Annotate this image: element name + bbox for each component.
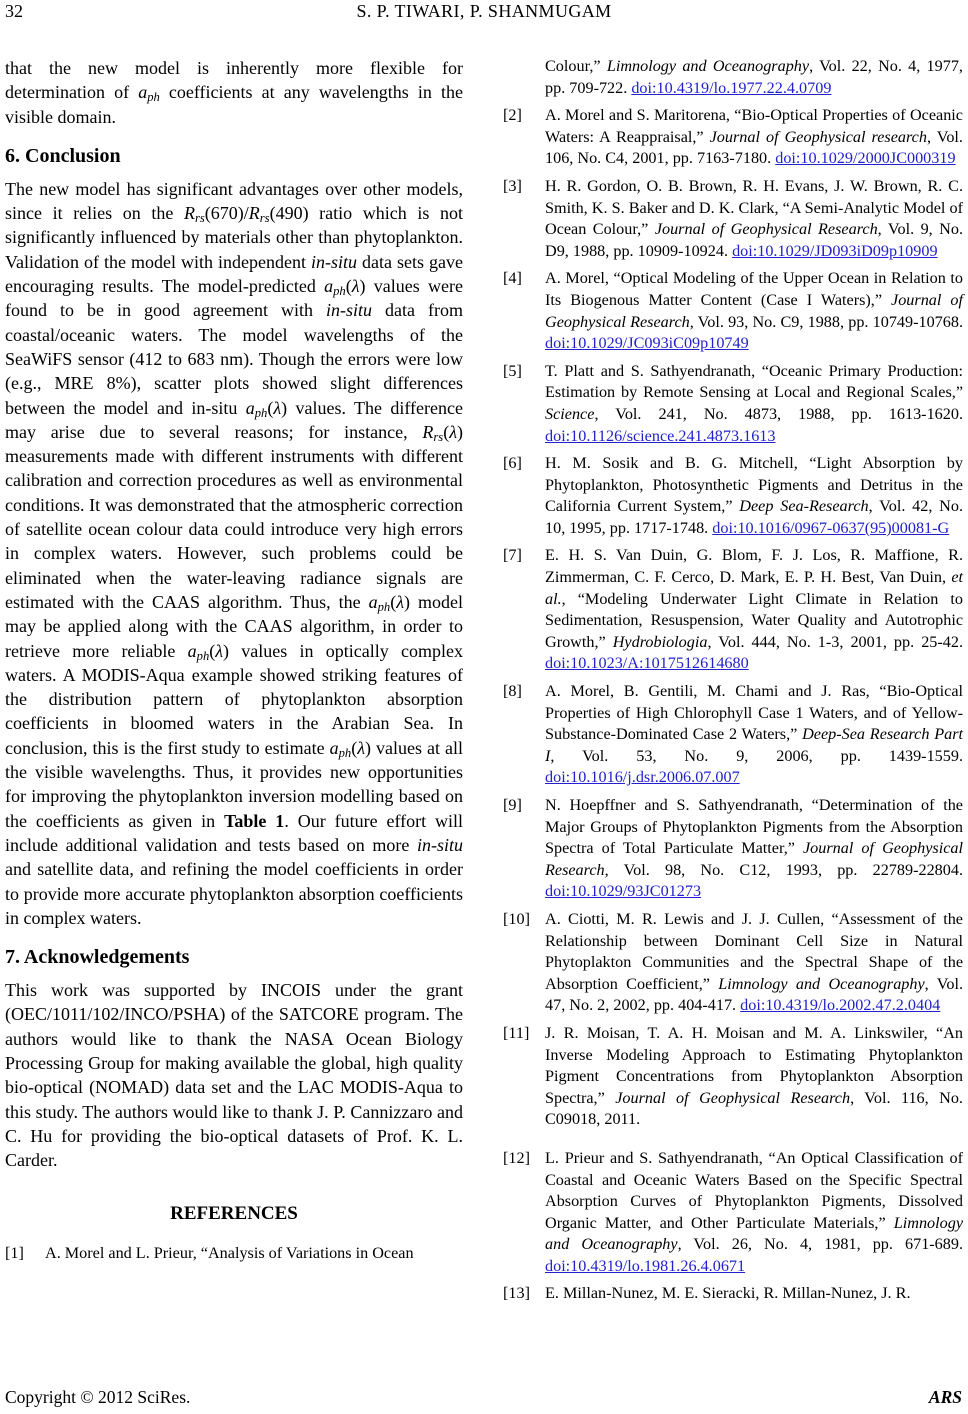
right-column xyxy=(503,56,963,1311)
text-segment: ph xyxy=(196,648,210,663)
text-segment: E. Millan-Nunez, M. E. Sieracki, R. Millan-Nunez, J. R. xyxy=(545,1284,911,1303)
doi-link[interactable]: doi:10.1023/A:1017512614680 xyxy=(545,654,749,673)
text-segment: Journal of Geophysical Research xyxy=(654,220,878,239)
references-heading: REFERENCES xyxy=(170,1203,298,1225)
text-segment: J. R. Moisan, T. A. H. Moisan and M. A. Linkswiler, “An Inverse Modeling Approach to Estimating Phytoplankton Pigment Concentrations from Phytoplankton Absorption Spectra,” xyxy=(545,1023,963,1107)
reference-text xyxy=(545,1024,963,1128)
text-segment: , Vol. 47, No. 2, 2002, pp. 404-417. xyxy=(545,974,963,1015)
text-segment: (670)/ xyxy=(204,203,249,224)
text-segment: L. Prieur and S. Sathyendranath, “An Optical Classification of Coastal and Oceanic Waters Based on the Specific Spectral Absorption Curves of Phytoplankton Pigments, Dissolved Organic Matter, and Other Particulate Materials,” xyxy=(545,1148,963,1232)
reference-text xyxy=(545,362,963,445)
doi-link[interactable]: doi:10.1029/93JC01273 xyxy=(545,882,702,901)
text-segment: ) values in optically complex waters. A MODIS-Aqua example showed striking features of the distribution pattern of phytoplankton absorption coefficients in bloomed waters in the Arabian Sea. In conclusion, this is the first study to estimate xyxy=(5,640,463,758)
text-segment: ) values at all the visible wavelengths. Thus, it provides new opportunities for improving the phytoplankton inversion modelling based on the coefficients as given in xyxy=(5,737,463,831)
reference-item xyxy=(503,105,963,170)
reference-item xyxy=(503,1283,963,1305)
reference-text xyxy=(545,269,963,352)
copyright-text: Copyright © 2012 SciRes. xyxy=(5,1387,191,1407)
text-segment: in-situ xyxy=(416,834,463,855)
text-segment: ) values were found to be in good agreement with xyxy=(5,276,463,321)
text-segment: , Vol. 93, No. C9, 1988, pp. 10749-10768. xyxy=(689,312,964,331)
text-segment: A. Morel, “Optical Modeling of the Upper Ocean in Relation to Its Biogenous Matter Content (Case I Waters),” xyxy=(545,269,963,309)
text-segment: The new model has significant advantages over other models, since it relies on the xyxy=(5,178,463,224)
text-segment: Limnology and Oceanography xyxy=(606,57,810,75)
text-segment: a xyxy=(324,276,334,297)
text-segment: λ xyxy=(357,737,365,758)
text-segment: ph xyxy=(333,284,346,299)
text-segment: , Vol. 9, No. D9, 1988, pp. 10909-10924. xyxy=(545,220,964,260)
text-segment: rs xyxy=(194,211,205,226)
text-segment: ( xyxy=(351,737,358,758)
text-segment: in-situ xyxy=(326,300,373,321)
text-segment: ) values. The difference may arise due to several reasons; for instance, xyxy=(5,397,463,442)
text-segment: , Vol. 241, No. 4873, 1988, pp. 1613-1620. xyxy=(594,404,963,423)
text-segment: a xyxy=(138,82,148,103)
text-segment: , Vol. 106, No. C4, 2001, pp. 7163-7180. xyxy=(545,127,963,168)
reference-label: [3] xyxy=(503,176,522,195)
text-segment: λ xyxy=(215,640,224,661)
text-segment: Journal of Geophysical Research xyxy=(545,290,963,331)
text-segment: A. Morel and S. Maritorena, “Bio-Optical Properties of Oceanic Waters: A Reappraisal,” xyxy=(545,106,963,146)
text-segment: H. M. Sosik and B. G. Mitchell, “Light Absorption by Phytoplankton, Photosynthetic Pigments and Detritus in the California Current System,” xyxy=(545,454,963,516)
text-segment: Table 1 xyxy=(224,810,285,831)
doi-link[interactable]: doi:10.1016/0967-0637(95)00081-G xyxy=(712,518,950,537)
reference-item-1 xyxy=(5,1243,463,1265)
reference-item xyxy=(503,361,963,447)
text-segment: ph xyxy=(147,90,160,105)
text-segment: Science xyxy=(545,404,595,423)
reference-item xyxy=(503,268,963,354)
reference-item xyxy=(503,176,963,262)
text-segment: , Vol. 53, No. 9, 2006, pp. 1439-1559. xyxy=(550,746,963,765)
reference-text xyxy=(545,106,963,167)
text-segment: , Vol. 26, No. 4, 1981, pp. 671-689. xyxy=(677,1235,964,1254)
reference-item xyxy=(503,545,963,675)
text-segment: data from coastal/oceanic waters. The model wavelengths of the SeaWiFS sensor (412 to 683 nm). Though the errors were low (e.g., MRE 8%), scatter plots showed slight differences between the model and in-situ xyxy=(5,300,463,418)
doi-link[interactable]: doi:10.4319/lo.1981.26.4.0671 xyxy=(545,1256,746,1275)
reference-text xyxy=(545,682,963,786)
text-segment: a xyxy=(187,640,197,661)
reference-text xyxy=(545,1284,911,1302)
doi-link[interactable]: doi:10.1029/JC093iC09p10749 xyxy=(545,334,749,353)
reference-label: [12] xyxy=(503,1148,530,1167)
doi-link[interactable]: doi:10.4319/lo.1977.22.4.0709 xyxy=(631,78,832,97)
text-segment: ( xyxy=(209,640,216,661)
reference-text xyxy=(545,1149,963,1275)
text-segment: R xyxy=(183,203,195,224)
acknowledgements-heading: 7. Acknowledgements xyxy=(5,946,190,969)
text-segment: , Vol. 98, No. C12, 1993, pp. 22789-22804. xyxy=(604,860,963,879)
text-segment: coefficients at any wavelengths in the visible domain. xyxy=(5,82,463,127)
text-segment: ph xyxy=(338,745,352,760)
reference-item xyxy=(503,795,963,903)
reference-text xyxy=(45,1244,414,1262)
reference-label: [7] xyxy=(503,546,522,565)
text-segment: rs xyxy=(259,211,270,226)
reference-item xyxy=(503,1148,963,1278)
text-segment: Deep-Sea Research Part I xyxy=(545,725,963,765)
text-segment: that the new model is inherently more flexible for determination of xyxy=(5,58,463,103)
reference-label: [1] xyxy=(5,1244,24,1263)
text-segment: rs xyxy=(433,430,444,444)
doi-link[interactable]: doi:10.1029/2000JC000319 xyxy=(775,149,956,168)
text-segment: T. Platt and S. Sathyendranath, “Oceanic Primary Production: Estimation by Remote Sensing at Local and Regional Scales,” xyxy=(545,361,963,402)
text-segment: , Vol. 116, No. C09018, 2011. xyxy=(545,1088,963,1129)
acknowledgements-paragraph xyxy=(5,978,463,1172)
page-number: 32 xyxy=(5,1,23,21)
reference-item xyxy=(503,681,963,789)
reference-label: [9] xyxy=(503,796,522,814)
text-segment: ( xyxy=(443,421,450,442)
text-segment: (490) ratio which is not significantly influenced by materials other than phytoplankton. Validation of the model with independent xyxy=(5,203,463,272)
text-segment: . Our future effort will include additional validation and tests based on more xyxy=(5,810,463,855)
text-segment: A. Morel, B. Gentili, M. Chami and J. Ras, “Bio-Optical Properties of High Chlorophyll Case 1 Waters, and of Yellow-Substance-Dominated Case 2 Waters,” xyxy=(545,682,963,744)
doi-link[interactable]: doi:10.1016/j.dsr.2006.07.007 xyxy=(545,768,740,787)
text-segment: R xyxy=(422,421,434,442)
reference-item xyxy=(503,1023,963,1131)
text-segment: Colour,” xyxy=(545,57,607,75)
text-segment: N. Hoepffner and S. Sathyendranath, “Determination of the Major Groups of Phytoplankton Pigments from the Absorption Spectra of Total Particulate Matter,” xyxy=(545,796,963,858)
text-segment: a xyxy=(368,591,378,612)
reference-label: [10] xyxy=(503,909,530,928)
reference-item xyxy=(503,453,963,539)
doi-link[interactable]: doi:10.4319/lo.2002.47.2.0404 xyxy=(740,996,941,1015)
text-segment: A. Ciotti, M. R. Lewis and J. J. Cullen, “Assessment of the Relationship between Dominant Cell Size in Natural Phytoplakton Communities and the Spectral Shape of the Absorption Coefficient,” xyxy=(545,909,963,993)
text-segment: R xyxy=(248,203,260,224)
text-segment: λ xyxy=(273,397,282,418)
text-segment: ( xyxy=(390,591,397,612)
text-segment: ( xyxy=(345,276,352,297)
text-segment: ( xyxy=(267,397,274,418)
text-segment: , “Modeling Underwater Light Climate in Relation to Sedimentation, Resuspension, Water Quality and Autotrophic Growth,” xyxy=(545,589,963,651)
text-segment: H. R. Gordon, O. B. Brown, R. H. Evans, J. W. Brown, R. C. Smith, K. S. Baker and D. K. Clark, “A Semi-Analytic Model of Ocean Colour,” xyxy=(545,176,963,239)
journal-abbreviation: ARS xyxy=(928,1387,962,1407)
text-segment: , Vol. 22, No. 4, 1977, pp. 709-722. xyxy=(545,57,963,97)
running-title: S. P. TIWARI, P. SHANMUGAM xyxy=(356,1,612,21)
text-segment: A. Morel and L. Prieur, “Analysis of Variations in Ocean xyxy=(45,1244,414,1263)
conclusion-heading: 6. Conclusion xyxy=(5,144,121,167)
text-segment: ph xyxy=(377,600,391,615)
left-column xyxy=(5,56,463,1271)
reference-label: [4] xyxy=(503,269,522,288)
text-segment: Journal of Geophysical research xyxy=(709,127,927,146)
doi-link[interactable]: doi:10.1126/science.241.4873.1613 xyxy=(545,426,776,445)
text-segment: Journal of Geophysical Research xyxy=(545,839,963,879)
text-segment: , Vol. 444, No. 1-3, 2001, pp. 25-42. xyxy=(707,632,964,651)
text-segment: in-situ xyxy=(311,251,358,272)
reference-text xyxy=(545,796,963,900)
reference-label: [13] xyxy=(503,1284,530,1303)
text-segment: λ xyxy=(396,591,404,612)
conclusion-paragraph xyxy=(5,177,463,930)
text-segment: , Vol. 42, No. 10, 1995, pp. 1717-1748. xyxy=(545,497,964,537)
reference-text xyxy=(545,454,963,537)
text-segment: ph xyxy=(254,405,268,420)
text-segment: Journal of Geophysical Research xyxy=(615,1088,851,1107)
text-segment: a xyxy=(245,397,255,418)
reference-text xyxy=(545,57,963,97)
text-segment: Limnology and Oceanography xyxy=(718,974,925,993)
text-segment: λ xyxy=(351,276,360,297)
text-segment: ) model may be applied along with the CAAS algorithm, in order to retrieve more reliable xyxy=(5,591,463,661)
reference-label: [5] xyxy=(503,361,522,380)
text-segment: Hydrobiologia xyxy=(612,632,708,651)
text-segment: a xyxy=(329,737,339,758)
text-segment: et al. xyxy=(545,568,963,608)
doi-link[interactable]: doi:10.1029/JD093iD09p10909 xyxy=(732,241,938,260)
reference-text xyxy=(545,177,963,260)
text-segment: ) measurements made with different instruments with different calibration and correction procedures as well as environmental conditions. It was demonstrated that the atmospheric correction of satellite ocean colour data could introduce very high errors in complex waters. However, such problems could be eliminated when the water-leaving radiance signals are estimated with the CAAS algorithm. Thus, the xyxy=(5,421,463,612)
text-segment: This work was supported by INCOIS under the grant (OEC/1011/102/INCO/PSHA) of the SATCORE program. The authors would like to thank the NASA Ocean Biology Processing Group for making available the global, high quality bio-optical (NOMAD) data set and the LAC MODIS-Aqua to this study. The authors would like to thank J. P. Cannizzaro and C. Hu for providing the bio-optical datasets of Prof. K. L. Carder. xyxy=(5,980,463,1171)
reference-label: [11] xyxy=(503,1023,530,1042)
reference-item xyxy=(503,56,963,99)
reference-label: [8] xyxy=(503,682,522,701)
reference-label: [6] xyxy=(503,454,522,473)
text-segment: λ xyxy=(449,421,457,442)
text-segment: and satellite data, and refining the model coefficients in order to provide more accurate phytoplankton absorption coefficients in complex waters. xyxy=(5,859,463,928)
reference-item xyxy=(503,909,963,1017)
text-segment: data sets gave encouraging results. The model-predicted xyxy=(5,251,463,297)
text-segment: E. H. S. Van Duin, G. Blom, F. J. Los, R. Maffione, R. Zimmerman, C. F. Cerco, D. Mark, E. P. H. Best, Van Duin, xyxy=(545,546,963,587)
reference-text xyxy=(545,910,963,1014)
text-segment: Limnology and Oceanography xyxy=(545,1213,963,1254)
text-segment: Deep Sea-Research xyxy=(739,497,869,516)
reference-label: [2] xyxy=(503,106,522,125)
reference-text xyxy=(545,546,963,672)
intro-paragraph xyxy=(5,56,463,129)
